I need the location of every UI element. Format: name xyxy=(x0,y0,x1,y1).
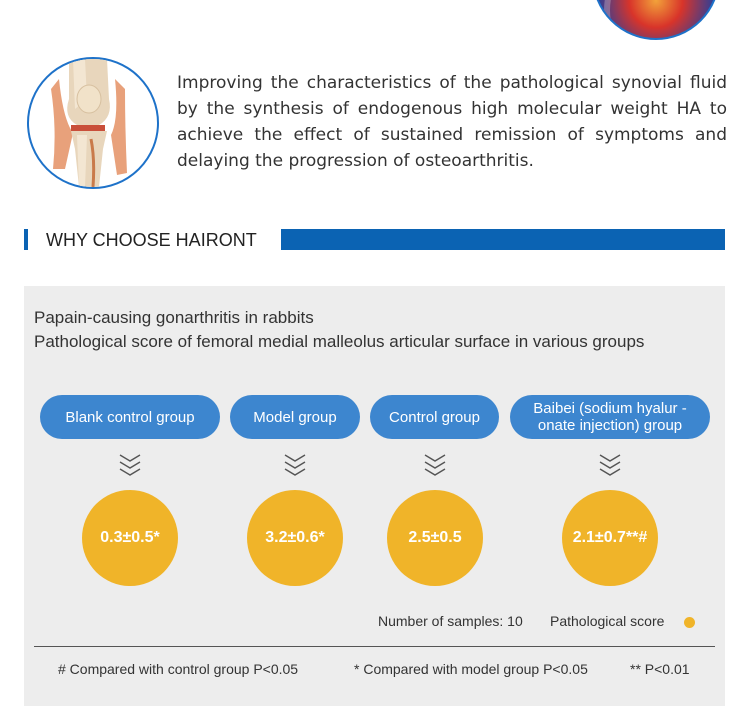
section-title-bar xyxy=(281,229,725,250)
anatomy-image-top xyxy=(592,0,720,40)
group-pill-baibei xyxy=(510,395,710,439)
study-subtitle-1: Papain-causing gonarthritis in rabbits xyxy=(34,308,314,327)
study-subtitle-2: Pathological score of femoral medial malleolus articular surface in various groups xyxy=(34,332,645,351)
legend-label: Pathological score xyxy=(550,613,665,629)
group-label: Blank control group xyxy=(65,408,195,426)
chevron-down-icon xyxy=(118,451,142,477)
score-circle-control: 2.5±0.5 xyxy=(387,490,483,586)
section-title: WHY CHOOSE HAIRONT xyxy=(46,230,257,250)
footnote-control: # Compared with control group P<0.05 xyxy=(58,661,299,677)
knee-image xyxy=(27,57,159,189)
footnote-model: * Compared with model group P<0.05 xyxy=(354,661,588,677)
legend-dot-icon xyxy=(684,617,695,628)
score-circle-baibei: 2.1±0.7**# xyxy=(562,490,658,586)
group-label: Control group xyxy=(389,408,480,426)
group-label: Model group xyxy=(253,408,337,426)
chevron-down-icon xyxy=(598,451,622,477)
section-accent-bar xyxy=(24,229,28,250)
study-panel xyxy=(24,286,725,706)
chevron-down-icon xyxy=(283,451,307,477)
group-pill-blank-control xyxy=(40,395,220,439)
group-pill-control xyxy=(370,395,499,439)
sample-count: Number of samples: 10 xyxy=(378,613,523,629)
chevron-down-icon xyxy=(423,451,447,477)
intro-paragraph: Improving the characteristics of the pathological synovial fluid by the synthesis of endogenous high molecular weight HA to achieve the effect of sustained remission of symptoms and delaying the progression of osteoarthritis. xyxy=(177,73,727,171)
score-circle-model: 3.2±0.6* xyxy=(247,490,343,586)
footnote-significance: ** P<0.01 xyxy=(630,661,690,677)
group-pill-model xyxy=(230,395,360,439)
group-label: Baibei (sodium hyalur -onate injection) group xyxy=(533,400,687,434)
score-circle-blank-control: 0.3±0.5* xyxy=(82,490,178,586)
divider xyxy=(34,646,715,647)
